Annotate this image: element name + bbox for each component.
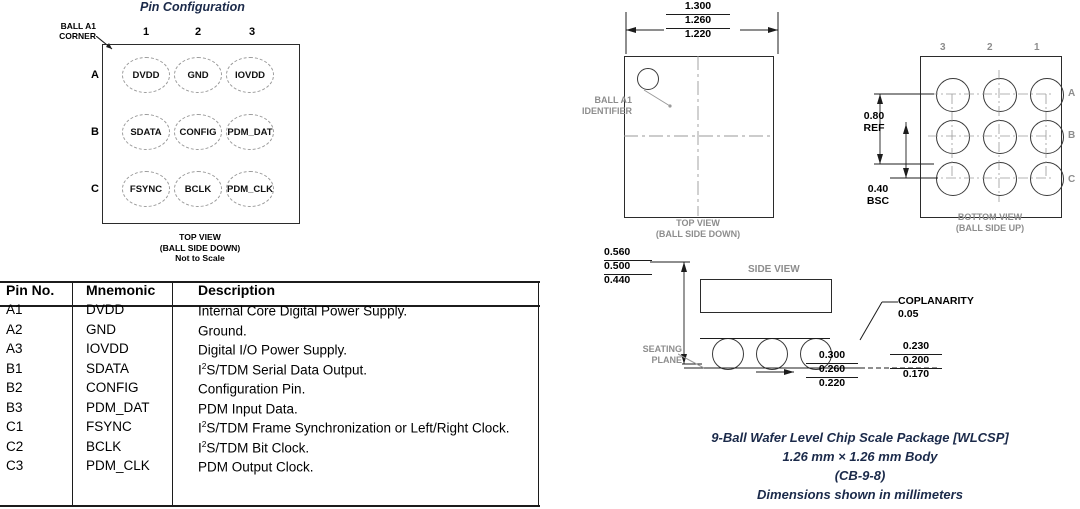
pin-configuration-caption: [102, 232, 298, 264]
side-view-label: SIDE VIEW: [748, 264, 800, 275]
cell-description: [192, 340, 540, 360]
desc-sup: 2: [201, 419, 207, 429]
cell-mnemonic: DVDD: [86, 302, 125, 317]
caption-line-2: (BALL SIDE DOWN): [159, 242, 241, 253]
footer-line-3: (CB-9-8): [834, 468, 886, 483]
cell-mnemonic: FSYNC: [86, 419, 132, 434]
top-view-dim-1300: 1.300: [684, 0, 712, 12]
pin-column-label-2: 2: [194, 26, 202, 38]
ball-a1-dvdd: [122, 57, 170, 93]
top-view-caption-line-1: TOP VIEW: [676, 218, 720, 228]
cell-description: [192, 438, 540, 458]
table-bottom-rule: [0, 505, 540, 507]
coplanarity-label: COPLANARITY: [898, 295, 974, 307]
package-footer-notes: [660, 428, 1060, 504]
ball-a2-gnd: [174, 57, 222, 93]
pin-column-label-1: 1: [142, 26, 150, 38]
bottom-view-row-label-b: B: [1068, 130, 1076, 141]
table-row: [0, 360, 540, 380]
cell-pin-no: A1: [6, 302, 23, 317]
cell-description: [192, 360, 540, 380]
table-row: [0, 457, 540, 477]
cell-description: [192, 457, 540, 477]
bottom-view-column-label-3: 3: [940, 42, 946, 53]
bottom-view-ball-centerlines: [920, 56, 1060, 216]
ball-label: FSYNC: [129, 183, 163, 195]
pin-row-label-c: C: [91, 183, 99, 195]
cell-description: [192, 399, 540, 419]
footer-line-1: 9-Ball Wafer Level Chip Scale Package [WLCSP]: [711, 430, 1009, 445]
cell-pin-no: B1: [6, 360, 23, 376]
bottom-view-edge-note: BSC: [866, 195, 890, 207]
ball-b3-pdm-dat: [226, 114, 274, 150]
cell-pin-no: A2: [6, 321, 23, 337]
pin-configuration-title: Pin Configuration: [140, 0, 245, 14]
cell-mnemonic: PDM_DAT: [86, 399, 150, 415]
table-row: [0, 418, 540, 438]
bottom-view-row-label-c: C: [1068, 174, 1076, 185]
desc-post: S/TDM Serial Data Output.: [206, 362, 367, 377]
desc-pre: I: [198, 440, 202, 455]
desc-sup: 2: [201, 360, 207, 371]
table-row: [0, 399, 540, 419]
side-view-ball-dia-0260: 0.260: [818, 363, 846, 375]
side-view-ball-height-0230: 0.230: [902, 340, 930, 352]
bottom-view-caption-line-2: (BALL SIDE UP): [955, 223, 1025, 233]
footer-line-2: 1.26 mm × 1.26 mm Body: [782, 449, 938, 464]
seating-plane-label: [608, 344, 682, 366]
ball-a1-identifier-line-2: IDENTIFIER: [581, 106, 632, 116]
bottom-view-pitch-note: REF: [863, 122, 885, 134]
desc-post: S/TDM Frame Synchronization or Left/Right Clock.: [206, 420, 510, 436]
footer-line-4: Dimensions shown in millimeters: [757, 487, 963, 502]
bottom-view-caption-line-1: BOTTOM VIEW: [957, 212, 1023, 222]
cell-description: [192, 301, 540, 321]
desc-pre: Internal Core Digital Power Supply.: [198, 303, 408, 319]
ball-label: DVDD: [132, 69, 160, 81]
cell-pin-no: B2: [6, 380, 23, 395]
ball-c3-pdm-clk: [226, 171, 274, 207]
cell-pin-no: B3: [6, 399, 23, 415]
top-view-centerlines: [624, 56, 772, 216]
cell-mnemonic: CONFIG: [86, 380, 139, 395]
bottom-view-caption: [920, 212, 1060, 234]
cell-pin-no: C1: [6, 419, 24, 434]
ball-a1-identifier-line-1: BALL A1: [594, 95, 632, 105]
seating-plane-line-2: PLANE: [651, 355, 682, 365]
bottom-view-column-label-1: 1: [1034, 42, 1040, 53]
ball-label: BCLK: [184, 183, 212, 195]
cell-description: [192, 379, 540, 399]
coplanarity-value: 0.05: [898, 308, 919, 320]
table-header-row: [0, 281, 540, 301]
cell-mnemonic: GND: [86, 321, 116, 337]
ball-a1-corner-label: BALL A1 CORNER: [59, 21, 96, 41]
caption-line-1: TOP VIEW: [179, 232, 221, 242]
pin-description-table: [0, 281, 540, 477]
side-view-ball-height-0200: 0.200: [902, 354, 930, 366]
cell-pin-no: C3: [6, 458, 24, 473]
column-header-description: Description: [198, 282, 276, 298]
ball-b2-config: [174, 114, 222, 150]
ball-c1-fsync: [122, 171, 170, 207]
ball-c2-bclk: [174, 171, 222, 207]
bottom-view-edge-value: 0.40: [867, 183, 889, 195]
cell-description: [192, 321, 540, 341]
ball-label: GND: [187, 69, 209, 81]
top-view-caption-line-2: (BALL SIDE DOWN): [655, 229, 741, 239]
desc-pre: PDM Output Clock.: [198, 459, 314, 475]
table-row: [0, 438, 540, 458]
ball-b1-sdata: [122, 114, 170, 150]
top-view-dim-1260: 1.260: [684, 14, 712, 26]
pin-row-label-a: A: [91, 69, 99, 81]
side-view-ball-dia-0220: 0.220: [818, 377, 846, 389]
cell-mnemonic: BCLK: [86, 438, 122, 454]
top-view-dim-1220: 1.220: [684, 28, 712, 40]
ball-label: SDATA: [130, 126, 162, 138]
ball-a1-identifier-leader-line: [634, 84, 672, 108]
desc-sup: 2: [201, 438, 207, 449]
pin-column-label-3: 3: [248, 26, 256, 38]
cell-pin-no: A3: [6, 341, 23, 356]
desc-pre: Digital I/O Power Supply.: [198, 342, 348, 358]
side-view-dim-0500: 0.500: [604, 260, 631, 272]
table-row: [0, 301, 540, 321]
seating-plane-leader-line: [678, 352, 712, 372]
ball-a3-iovdd: [226, 57, 274, 93]
seating-plane-line-1: SEATING: [642, 344, 682, 354]
top-view-dimension-arrows: [620, 8, 784, 56]
top-view-caption: [624, 218, 772, 240]
side-view-body-bottom-line: [700, 338, 830, 339]
ball-label: PDM_DAT: [227, 126, 273, 138]
desc-pre: I: [198, 362, 202, 377]
cell-pin-no: C2: [6, 438, 24, 454]
ball-label: PDM_CLK: [227, 183, 273, 195]
cell-mnemonic: SDATA: [86, 360, 130, 376]
side-view-dim-0440: 0.440: [604, 274, 631, 286]
desc-pre: PDM Input Data.: [198, 401, 298, 416]
desc-pre: Ground.: [198, 323, 247, 338]
caption-line-3: Not to Scale: [175, 253, 225, 263]
cell-description: [192, 418, 540, 438]
table-row: [0, 340, 540, 360]
column-header-mnemonic: Mnemonic: [86, 282, 156, 298]
desc-post: S/TDM Bit Clock.: [206, 440, 310, 455]
desc-pre: I: [198, 420, 202, 436]
bottom-view-row-label-a: A: [1068, 88, 1076, 99]
ball-a1-identifier-label: [556, 95, 632, 117]
side-view-package-body: [700, 279, 832, 313]
cell-mnemonic: PDM_CLK: [86, 458, 150, 473]
side-view-dim-0560: 0.560: [604, 246, 631, 258]
bottom-view-pitch-value: 0.80: [863, 110, 885, 122]
pin-row-label-b: B: [91, 126, 99, 138]
cell-mnemonic: IOVDD: [86, 341, 129, 356]
desc-pre: Configuration Pin.: [198, 381, 306, 397]
ball-label: CONFIG: [179, 126, 217, 138]
column-header-pin-no: Pin No.: [6, 282, 55, 298]
table-row: [0, 321, 540, 341]
ball-label: IOVDD: [234, 69, 266, 81]
bottom-view-column-label-2: 2: [987, 42, 993, 53]
side-view-ball-height-0170: 0.170: [902, 368, 930, 380]
table-row: [0, 379, 540, 399]
side-view-ball-dia-0300: 0.300: [818, 349, 846, 361]
